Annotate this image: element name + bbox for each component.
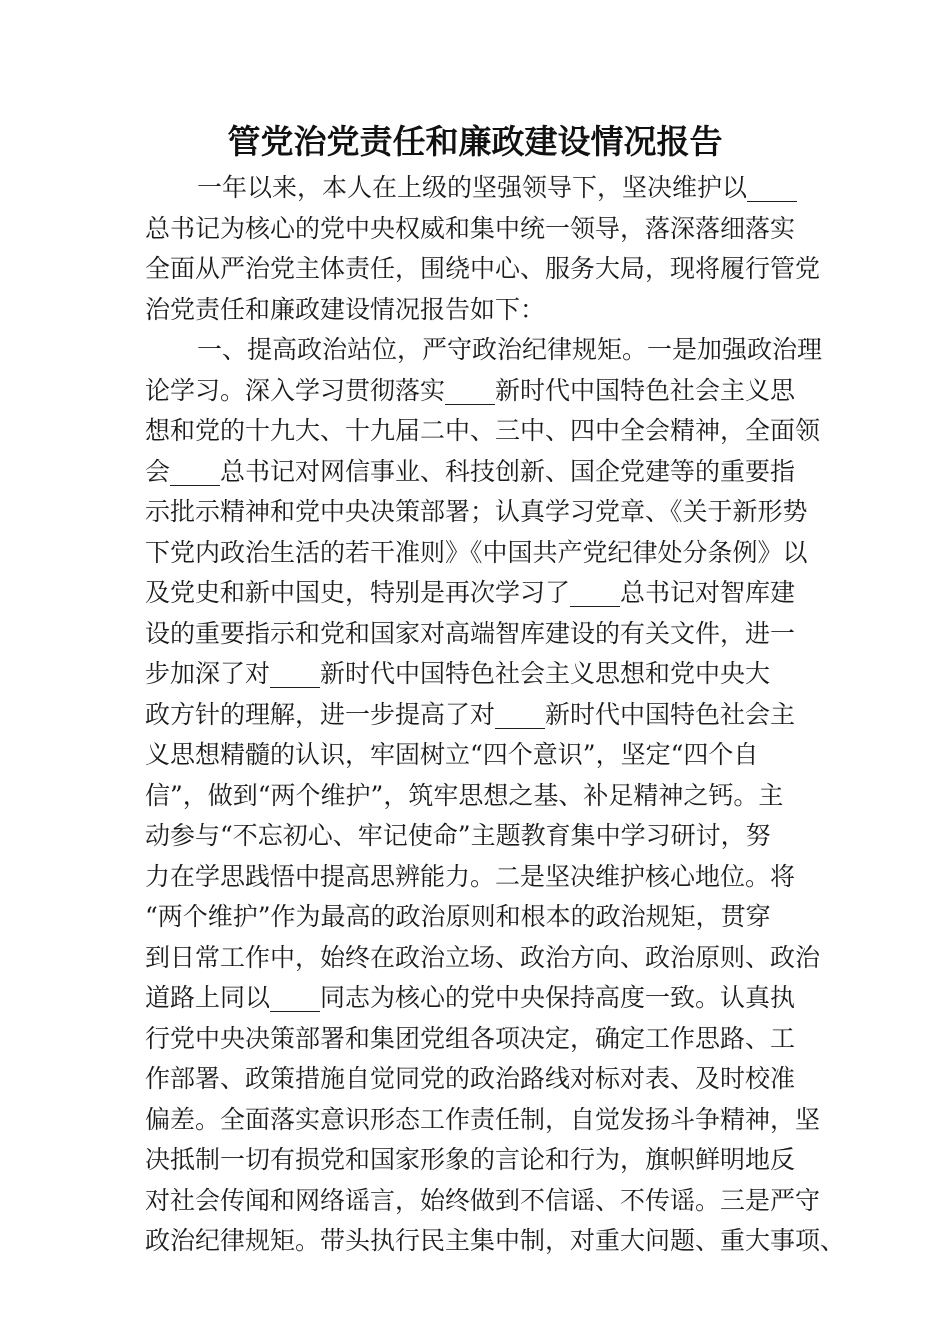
text-line: 设的重要指示和党和国家对高端智库建设的有关文件，进一: [145, 618, 796, 648]
text-line: “两个维护”作为最高的政治原则和根本的政治规矩，贯穿: [145, 902, 771, 931]
text-line: 道路上同以____同志为核心的党中央保持高度一致。认真执: [145, 983, 796, 1012]
text-line: 信”，做到“两个维护”，筑牢思想之基、补足精神之钙。主: [145, 780, 784, 810]
text-line: 示批示精神和党中央决策部署；认真学习党章、《关于新形势: [145, 497, 808, 526]
text-line: 到日常工作中，始终在政治立场、政治方向、政治原则、政治: [145, 942, 821, 972]
text-line: 政治纪律规矩。带头执行民主集中制，对重大问题、重大事项、: [145, 1226, 846, 1255]
text-line: 步加深了对____新时代中国特色社会主义思想和党中央大: [145, 659, 771, 688]
text-line: 动参与“不忘初心、牢记使命”主题教育集中学习研讨，努: [145, 821, 771, 850]
text-line: 想和党的十九大、十九届二中、三中、四中全会精神，全面领: [145, 416, 821, 445]
text-line: 对社会传闻和网络谣言，始终做到不信谣、不传谣。三是严守: [145, 1185, 821, 1215]
text-line: 义思想精髓的认识，牢固树立“四个意识”，坚定“四个自: [145, 740, 759, 769]
document-title: 管党治党责任和廉政建设情况报告: [227, 122, 723, 161]
text-line: 力在学思践悟中提高思辨能力。二是坚决维护核心地位。将: [145, 861, 796, 891]
text-line: 下党内政治生活的若干准则》《中国共产党纪律处分条例》以: [145, 537, 808, 567]
text-line: 行党中央决策部署和集团党组各项决定，确定工作思路、工: [145, 1023, 796, 1053]
text-line: 治党责任和廉政建设情况报告如下：: [145, 294, 546, 324]
text-line: 一、提高政治站位，严守政治纪律规矩。一是加强政治理: [197, 335, 823, 364]
text-line: 作部署、政策措施自觉同党的政治路线对标对表、及时校准: [145, 1064, 796, 1093]
text-line: 全面从严治党主体责任，围绕中心、服务大局，现将履行管党: [145, 254, 821, 283]
text-line: 会____总书记对网信事业、科技创新、国企党建等的重要指: [145, 456, 796, 486]
text-line: 论学习。深入学习贯彻落实____新时代中国特色社会主义思: [145, 375, 796, 405]
document-body: [145, 168, 846, 1262]
text-line: 政方针的理解，进一步提高了对____新时代中国特色社会主: [145, 699, 796, 729]
text-line: 决抵制一切有损党和国家形象的言论和行为，旗帜鲜明地反: [145, 1145, 796, 1174]
text-line: 一年以来，本人在上级的坚强领导下，坚决维护以____: [197, 173, 798, 202]
text-line: 总书记为核心的党中央权威和集中统一领导，落深落细落实: [145, 213, 796, 243]
text-line: 偏差。全面落实意识形态工作责任制，自觉发扬斗争精神，坚: [145, 1104, 821, 1134]
text-line: 及党史和新中国史，特别是再次学习了____总书记对智库建: [145, 578, 796, 607]
